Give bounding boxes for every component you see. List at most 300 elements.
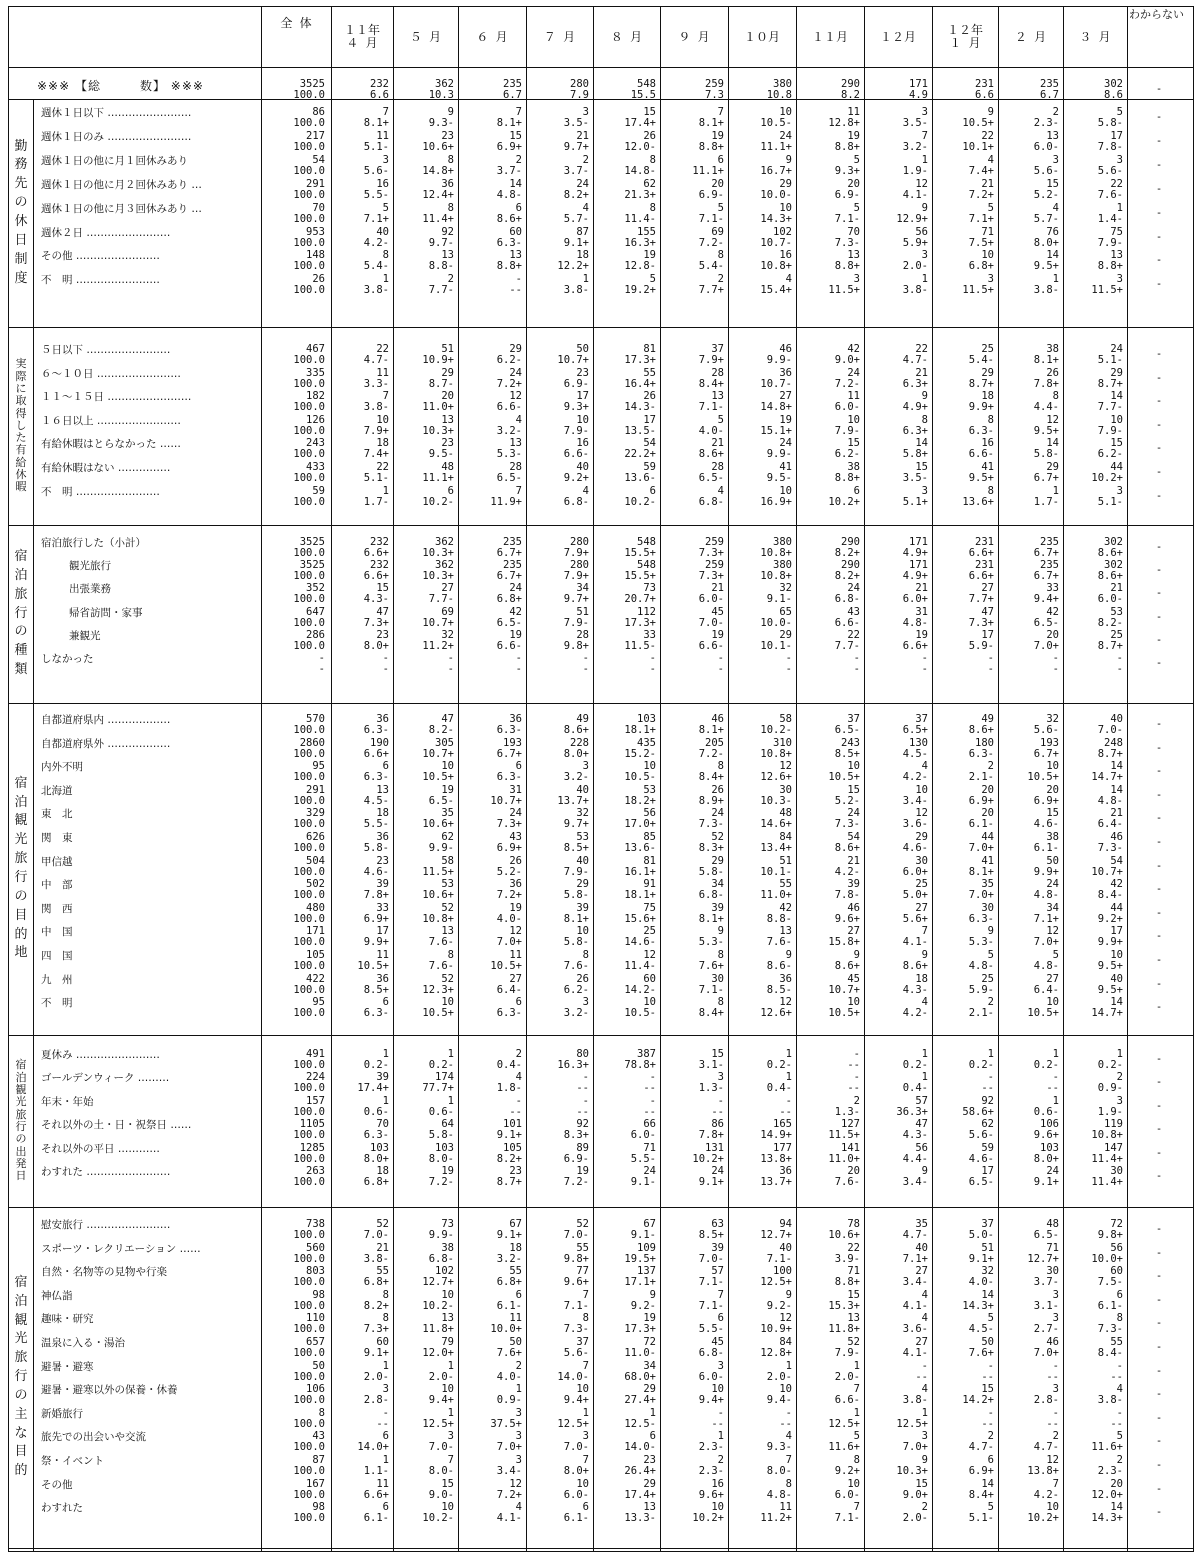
table-row-cell xyxy=(393,1337,454,1359)
table-row-cell xyxy=(593,630,656,652)
cell-count: 24 xyxy=(509,582,522,595)
cell-count: 10 xyxy=(847,996,860,1009)
table-row-cell xyxy=(998,462,1059,484)
cell-count: 81 xyxy=(643,854,656,867)
table-row-cell xyxy=(331,761,389,783)
table-row-cell xyxy=(1063,1072,1123,1094)
cell-count: 3525 xyxy=(299,536,325,548)
cell-count: 21 xyxy=(1110,582,1123,595)
cell-count: 290 xyxy=(841,559,860,572)
cell-percent: 37.5+ xyxy=(490,1417,522,1430)
cell-percent: 5.5- xyxy=(363,188,389,201)
cell-count: 23 xyxy=(509,1165,522,1177)
cell-count: 20 xyxy=(441,390,454,403)
cell-percent: 5.1- xyxy=(363,140,389,153)
cell-percent: 77.7+ xyxy=(422,1082,454,1095)
cell-count: 39 xyxy=(376,1071,389,1084)
row-label: １６日以上 …………………… xyxy=(41,414,181,427)
table-row-cell xyxy=(1063,1455,1123,1477)
cell-count: 46 xyxy=(1046,1336,1059,1348)
table-row-cell xyxy=(864,274,928,296)
cell-percent: 14.9+ xyxy=(760,1129,792,1142)
cell-count: 3 xyxy=(1116,484,1123,497)
table-row-cell xyxy=(331,1166,389,1188)
table-row-cell xyxy=(526,227,589,249)
cell-percent: 8.3+ xyxy=(698,842,724,854)
cell-count: 28 xyxy=(509,461,522,473)
cell-percent: 9.5+ xyxy=(1097,983,1123,996)
cell-count: 2 xyxy=(1052,1430,1059,1443)
table-row-cell xyxy=(458,808,522,830)
cell-count: 137 xyxy=(637,1265,656,1278)
cell-percent: 9.2+ xyxy=(563,472,589,484)
cell-count: 8 xyxy=(582,1312,589,1325)
cell-percent: 4.0- xyxy=(698,424,724,437)
cell-count: 259 xyxy=(705,559,724,572)
table-row-cell xyxy=(864,344,928,366)
cell-count: 16 xyxy=(576,437,589,450)
cell-count: 22 xyxy=(376,461,389,473)
cell-percent: 10.9+ xyxy=(422,354,454,366)
cell-count: 3 xyxy=(1052,1383,1059,1396)
cell-count: 20 xyxy=(847,1165,860,1177)
cell-count: 70 xyxy=(312,201,325,214)
cell-percent: 100.0 xyxy=(293,842,325,854)
cell-count: 15 xyxy=(1046,177,1059,190)
cell-count: 24 xyxy=(779,129,792,142)
table-row-cell xyxy=(526,391,589,413)
cell-percent: - xyxy=(318,663,325,675)
cell-count: 17 xyxy=(1110,925,1123,938)
cell-percent: 9.9- xyxy=(766,354,792,366)
table-row-cell xyxy=(998,391,1059,413)
cell-percent: 7.2- xyxy=(698,236,724,249)
table-row-cell xyxy=(261,344,325,366)
cell-percent: 7.5- xyxy=(1097,1276,1123,1289)
cell-count: 657 xyxy=(306,1336,325,1348)
cell-percent: 9.2+ xyxy=(1097,912,1123,925)
cell-count: 37 xyxy=(981,1218,994,1230)
cell-count: 3 xyxy=(921,484,928,497)
table-row-cell xyxy=(660,630,724,652)
table-row-cell xyxy=(331,486,389,508)
cell-count: 13 xyxy=(1046,129,1059,142)
cell-percent: 10.7- xyxy=(760,236,792,249)
table-row-cell xyxy=(1063,131,1123,153)
section-title-char: 取 xyxy=(15,394,27,408)
section-title xyxy=(9,1035,33,1207)
cell-percent: 100.0 xyxy=(293,570,325,583)
table-row-cell xyxy=(660,714,724,736)
table-row-cell xyxy=(932,856,994,878)
cell-percent: 7.3+ xyxy=(698,570,724,583)
table-row-cell xyxy=(393,415,454,437)
cell-count: 40 xyxy=(576,783,589,796)
cell-percent: 2.1- xyxy=(968,771,994,784)
cell-percent: 7.1- xyxy=(698,212,724,225)
cell-count: 232 xyxy=(370,559,389,572)
table-row-cell xyxy=(331,607,389,629)
cell-count: 50 xyxy=(576,343,589,355)
cell-percent: 14.2+ xyxy=(962,1394,994,1407)
header-month-label: ３ 月 xyxy=(1079,29,1111,44)
table-row-cell xyxy=(393,1361,454,1383)
table-row-cell xyxy=(998,974,1059,996)
table-row-cell xyxy=(864,391,928,413)
cell-percent: 8.1+ xyxy=(968,865,994,878)
cell-percent: 6.0+ xyxy=(902,865,928,878)
cell-percent: 1.9- xyxy=(902,164,928,177)
table-row-cell xyxy=(1063,761,1123,783)
table-row-cell xyxy=(458,1096,522,1118)
cell-percent: 100.0 xyxy=(293,1299,325,1312)
cell-count: 232 xyxy=(370,536,389,548)
table-row-cell xyxy=(261,1143,325,1165)
cell-count: 4 xyxy=(921,1383,928,1396)
cell-percent: 100.0 xyxy=(293,377,325,390)
cell-count: 19 xyxy=(915,628,928,641)
table-row-cell xyxy=(796,1431,860,1453)
cell-percent: 6.7 xyxy=(1040,89,1059,101)
cell-count: 243 xyxy=(841,736,860,749)
cell-percent: 3.7- xyxy=(563,164,589,177)
cell-percent: 12.0+ xyxy=(1091,1488,1123,1501)
cell-count: 29 xyxy=(643,1383,656,1396)
table-row-cell xyxy=(261,1337,325,1359)
table-row-cell xyxy=(331,462,389,484)
cell-count: - xyxy=(515,1094,522,1107)
unknown-dash: - xyxy=(1155,930,1163,943)
cell-count: - xyxy=(649,1094,656,1107)
cell-count: 2 xyxy=(853,1094,860,1107)
table-row-cell xyxy=(660,1243,724,1265)
table-row-cell xyxy=(331,179,389,201)
table-row-cell xyxy=(932,227,994,249)
table-row-cell xyxy=(1063,903,1123,925)
cell-count: 16 xyxy=(779,249,792,262)
table-row-cell xyxy=(932,950,994,972)
section-title-char: 旅 xyxy=(14,851,28,867)
table-row-cell xyxy=(660,1119,724,1141)
cell-percent: 6.8+ xyxy=(496,1276,522,1289)
cell-percent: 8.4+ xyxy=(968,1488,994,1501)
cell-percent: 7.5+ xyxy=(968,236,994,249)
table-row-cell xyxy=(393,1502,454,1524)
table-row-cell xyxy=(864,653,928,675)
cell-percent: 5.1+ xyxy=(902,495,928,508)
cell-percent: 5.6- xyxy=(1033,724,1059,736)
cell-count: 81 xyxy=(643,343,656,355)
cell-percent: 11.1+ xyxy=(760,140,792,153)
table-row-cell xyxy=(393,1096,454,1118)
cell-count: 5 xyxy=(382,201,389,214)
table-row-cell xyxy=(593,1219,656,1241)
cell-percent: 8.8+ xyxy=(496,260,522,273)
cell-percent: 7.0- xyxy=(698,1252,724,1265)
cell-count: 502 xyxy=(306,878,325,891)
cell-count: 27 xyxy=(915,1336,928,1348)
table-row-cell xyxy=(331,903,389,925)
cell-percent: 6.8+ xyxy=(496,593,522,606)
cell-count: 29 xyxy=(981,366,994,379)
table-row-cell xyxy=(864,1431,928,1453)
cell-count: 3 xyxy=(582,996,589,1009)
cell-percent: 11.4- xyxy=(624,212,656,225)
cell-percent: 3.5- xyxy=(902,117,928,129)
table-row-cell xyxy=(331,714,389,736)
cell-count: 387 xyxy=(637,1048,656,1060)
cell-percent: 5.8- xyxy=(1097,117,1123,129)
cell-count: 155 xyxy=(637,225,656,238)
cell-percent: 14.0- xyxy=(624,1441,656,1454)
cell-count: 6 xyxy=(717,153,724,166)
row-label: 有給休暇はとらなかった …… xyxy=(41,438,181,451)
cell-count: 286 xyxy=(306,628,325,641)
cell-count: 40 xyxy=(779,1241,792,1254)
cell-percent: 5.3- xyxy=(968,936,994,949)
cell-percent: 7.9+ xyxy=(563,547,589,559)
table-row-cell xyxy=(1063,879,1123,901)
table-row-cell xyxy=(593,974,656,996)
cell-count: 231 xyxy=(975,559,994,572)
section-title-char: 日 xyxy=(15,1169,27,1183)
table-row-cell xyxy=(526,607,589,629)
cell-count: 24 xyxy=(576,177,589,190)
cell-percent: 9.1+ xyxy=(698,1176,724,1188)
table-row-cell xyxy=(393,1455,454,1477)
header-month xyxy=(998,7,1063,67)
table-row-cell xyxy=(864,1072,928,1094)
cell-percent: 100.0 xyxy=(293,188,325,201)
cell-count: 24 xyxy=(1046,1165,1059,1177)
cell-percent: 10.2+ xyxy=(692,1512,724,1525)
table-row-cell xyxy=(932,486,994,508)
cell-count: 11 xyxy=(376,949,389,961)
row-label: 祭・イベント xyxy=(41,1455,104,1467)
cell-percent: 10.5+ xyxy=(828,1007,860,1020)
table-row-cell xyxy=(393,250,454,272)
cell-percent: 2.3- xyxy=(1097,1465,1123,1477)
header-month-stack xyxy=(344,24,380,49)
cell-count: 3 xyxy=(582,106,589,118)
table-row-cell xyxy=(932,583,994,605)
table-row-cell xyxy=(796,997,860,1019)
table-row-cell xyxy=(728,537,792,559)
table-row-cell xyxy=(998,630,1059,652)
table-row-cell xyxy=(593,250,656,272)
cell-percent: 9.6+ xyxy=(834,912,860,925)
cell-percent: 4.7- xyxy=(363,354,389,366)
table-row-cell xyxy=(393,761,454,783)
cell-percent: 7.1+ xyxy=(902,1252,928,1265)
cell-count: 3 xyxy=(582,760,589,773)
cell-count: 105 xyxy=(306,949,325,961)
cell-percent: 9.7+ xyxy=(563,593,589,606)
cell-percent: 4.9+ xyxy=(902,547,928,559)
cell-percent: 7.9- xyxy=(1097,424,1123,437)
table-row-cell xyxy=(932,997,994,1019)
total-row-cell xyxy=(261,79,325,101)
row-label: 神仏詣 xyxy=(41,1289,73,1302)
cell-percent: 7.2- xyxy=(698,747,724,760)
table-row-cell xyxy=(458,250,522,272)
cell-percent: 7.8- xyxy=(1097,140,1123,153)
table-row-cell xyxy=(932,607,994,629)
section-title-char: 泊 xyxy=(14,794,28,810)
cell-percent: 8.0+ xyxy=(1033,1152,1059,1165)
cell-percent: 100.0 xyxy=(293,495,325,508)
cell-count: 98 xyxy=(312,1501,325,1514)
cell-count: 20 xyxy=(981,807,994,820)
total-row-cell xyxy=(728,79,792,101)
cell-percent: 100.0 xyxy=(293,593,325,606)
cell-count: 11 xyxy=(509,949,522,961)
cell-count: 280 xyxy=(570,536,589,548)
cell-percent: 9.9- xyxy=(766,448,792,461)
section-title-char: の xyxy=(14,888,28,904)
cell-count: 73 xyxy=(643,582,656,595)
cell-percent: 3.6- xyxy=(902,818,928,831)
table-row-cell xyxy=(261,537,325,559)
cell-count: 21 xyxy=(1110,807,1123,820)
cell-percent: 8.7+ xyxy=(1097,639,1123,652)
cell-count: 9 xyxy=(921,1165,928,1177)
cell-percent: 7.2- xyxy=(834,377,860,390)
cell-percent: 100.0 xyxy=(293,1176,325,1188)
cell-percent: 9.1+ xyxy=(563,236,589,249)
cell-count: 5 xyxy=(1116,106,1123,118)
table-row-cell xyxy=(1063,107,1123,129)
cell-percent: 100.0 xyxy=(293,117,325,129)
cell-count: 5 xyxy=(649,273,656,286)
cell-percent: 8.7+ xyxy=(968,377,994,390)
table-row-cell xyxy=(728,1361,792,1383)
cell-count: 62 xyxy=(981,1118,994,1131)
cell-percent: 6.6+ xyxy=(902,639,928,652)
cell-count: 1 xyxy=(1116,1048,1123,1060)
table-row-cell xyxy=(526,1072,589,1094)
cell-percent: - xyxy=(1052,663,1059,675)
cell-percent: 4.5- xyxy=(363,794,389,807)
table-row-cell xyxy=(660,107,724,129)
cell-count: 13 xyxy=(441,1312,454,1325)
cell-percent: 0.9- xyxy=(1097,1082,1123,1095)
cell-percent: 9.4+ xyxy=(563,1394,589,1407)
cell-count: 19 xyxy=(576,1165,589,1177)
cell-count: 29 xyxy=(643,1477,656,1490)
cell-count: 91 xyxy=(643,878,656,891)
cell-percent: 6.3+ xyxy=(902,424,928,437)
table-row-cell xyxy=(932,1337,994,1359)
cell-count: 16 xyxy=(711,1477,724,1490)
cell-count: 231 xyxy=(975,78,994,90)
cell-percent: 14.3+ xyxy=(760,212,792,225)
cell-percent: 2.7- xyxy=(1033,1323,1059,1336)
cell-percent: 9.2- xyxy=(630,1299,656,1312)
unknown-dash: - xyxy=(1155,371,1163,384)
cell-count: - xyxy=(987,1359,994,1372)
table-row-cell xyxy=(796,1266,860,1288)
cell-percent: 6.5+ xyxy=(902,724,928,736)
table-row-cell xyxy=(1063,1243,1123,1265)
table-row-cell xyxy=(526,344,589,366)
cell-percent: 8.6- xyxy=(766,960,792,972)
table-row-cell xyxy=(660,415,724,437)
table-row-cell xyxy=(728,1479,792,1501)
cell-count: 12 xyxy=(1046,413,1059,426)
unknown-dash: - xyxy=(1155,254,1163,267)
unknown-dash: - xyxy=(1155,111,1163,123)
table-row-cell xyxy=(458,131,522,153)
cell-percent: 4.1- xyxy=(902,1347,928,1359)
cell-count: 626 xyxy=(306,831,325,843)
cell-count: 1 xyxy=(921,1048,928,1060)
cell-percent: 16.3+ xyxy=(624,236,656,249)
cell-percent: 6.5- xyxy=(698,472,724,484)
cell-count: 1 xyxy=(1116,201,1123,214)
cell-percent: 8.8+ xyxy=(1097,260,1123,273)
cell-percent: -- xyxy=(915,1370,928,1383)
header-month-label: １１月 xyxy=(811,29,848,44)
cell-percent: 3.2- xyxy=(563,771,589,784)
cell-count: 53 xyxy=(576,831,589,843)
table-row-cell xyxy=(1063,856,1123,878)
cell-count: 803 xyxy=(306,1265,325,1278)
table-row-cell xyxy=(660,179,724,201)
cell-percent: 8.8+ xyxy=(834,140,860,153)
cell-percent: 100.0 xyxy=(293,354,325,366)
table-row-cell xyxy=(593,714,656,736)
cell-percent: 6.2- xyxy=(563,983,589,996)
cell-percent: 5.1- xyxy=(1097,354,1123,366)
cell-percent: 10.5- xyxy=(624,771,656,784)
table-row-cell xyxy=(458,415,522,437)
table-row-cell xyxy=(1063,1096,1123,1118)
table-row-cell xyxy=(864,107,928,129)
cell-count: 51 xyxy=(576,605,589,618)
table-row-cell xyxy=(261,1455,325,1477)
cell-percent: 9.2- xyxy=(766,1299,792,1312)
table-row-cell xyxy=(864,179,928,201)
cell-count: - xyxy=(785,1406,792,1419)
cell-percent: 10.3+ xyxy=(422,424,454,437)
cell-count: 59 xyxy=(312,484,325,497)
table-row-cell xyxy=(998,274,1059,296)
cell-percent: 7.6- xyxy=(766,936,792,949)
cell-percent: 6.9+ xyxy=(968,794,994,807)
cell-count: 290 xyxy=(841,78,860,90)
cell-percent: 5.0- xyxy=(968,1229,994,1241)
cell-percent: 9.4- xyxy=(766,1394,792,1407)
cell-count: 171 xyxy=(909,559,928,572)
unknown-dash: - xyxy=(1155,442,1163,455)
cell-count: 560 xyxy=(306,1241,325,1254)
cell-percent: 5.8- xyxy=(1033,448,1059,461)
table-row-cell xyxy=(796,653,860,675)
table-row-cell xyxy=(526,974,589,996)
table-row-cell xyxy=(660,997,724,1019)
cell-count: 19 xyxy=(441,1165,454,1177)
cell-count: 43 xyxy=(312,1430,325,1443)
table-row-cell xyxy=(796,1290,860,1312)
grid-row-line xyxy=(9,1207,1193,1208)
cell-percent: 15.2- xyxy=(624,747,656,760)
cell-percent: -- xyxy=(576,1082,589,1095)
cell-percent: 19.5+ xyxy=(624,1252,656,1265)
table-row-cell xyxy=(458,1049,522,1071)
section-title-char: 目 xyxy=(14,907,28,923)
table-row-cell xyxy=(796,1049,860,1071)
